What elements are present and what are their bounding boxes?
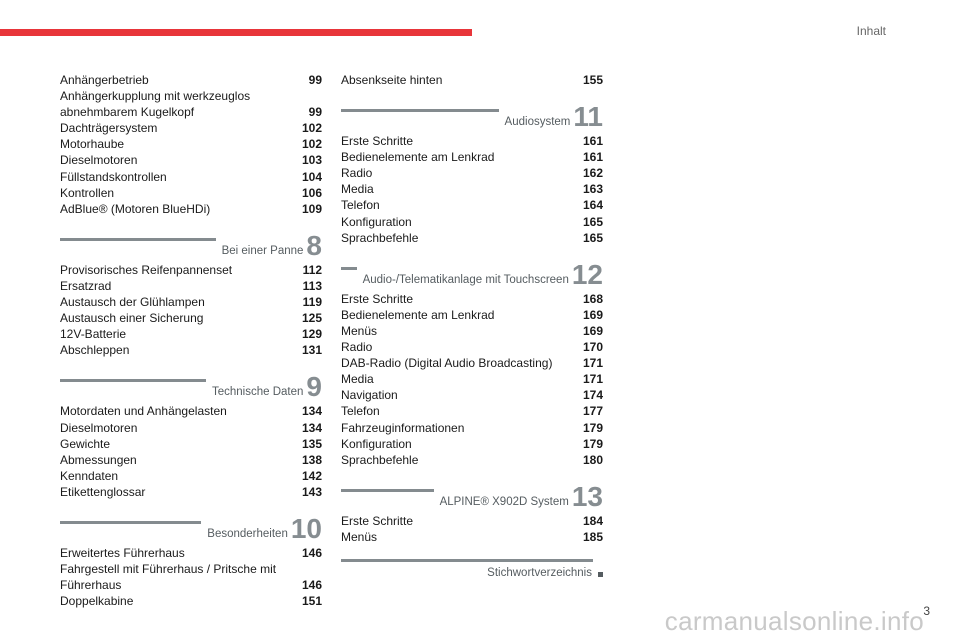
toc-entry[interactable]: Dieselmotoren 134: [60, 420, 322, 435]
section-number: 13: [571, 480, 603, 512]
section-header-10[interactable]: [60, 512, 322, 544]
toc-entry[interactable]: Motorhaube 102: [60, 137, 322, 152]
section-entries-8: [60, 262, 322, 359]
section-header-13[interactable]: [341, 480, 603, 512]
section-title: ALPINE® X902D System: [439, 495, 569, 508]
toc-entry[interactable]: Bedienelemente am Lenkrad 161: [341, 150, 603, 165]
accent-bar: [0, 29, 472, 36]
section-rule: [60, 379, 206, 382]
toc-entry[interactable]: Kenndaten 142: [60, 468, 322, 483]
toc-entry[interactable]: Abmessungen 138: [60, 452, 322, 467]
toc-right-column: [341, 72, 603, 579]
section-entries-11: [341, 133, 603, 246]
toc-entry[interactable]: Navigation 174: [341, 388, 603, 403]
section-rule: [341, 559, 593, 562]
toc-entry[interactable]: Menüs 169: [341, 323, 603, 338]
toc-entry[interactable]: Radio 170: [341, 340, 603, 355]
toc-entry[interactable]: Abschleppen 131: [60, 343, 322, 358]
index-header[interactable]: [341, 559, 603, 579]
section-number: 10: [290, 512, 322, 544]
section-entries-12: [341, 291, 603, 468]
section-title: Audio-/Telematikanlage mit Touchscreen: [362, 273, 569, 286]
toc-entry[interactable]: Austausch einer Sicherung 125: [60, 311, 322, 326]
toc-entry[interactable]: Erste Schritte 184: [341, 513, 603, 528]
toc-entry[interactable]: Doppelkabine 151: [60, 594, 322, 609]
section-entries-10: [60, 545, 322, 609]
toc-entry[interactable]: Konfiguration 179: [341, 436, 603, 451]
toc-entry[interactable]: 12V-Batterie 129: [60, 327, 322, 342]
toc-entry[interactable]: Bedienelemente am Lenkrad 169: [341, 307, 603, 322]
toc-entry[interactable]: DAB-Radio (Digital Audio Broadcasting) 171: [341, 356, 603, 371]
section-rule: [341, 489, 434, 492]
toc-entry[interactable]: Telefon 177: [341, 404, 603, 419]
end-square-icon: [598, 572, 603, 577]
toc-entry[interactable]: Fahrgestell mit Führerhaus / Pritsche mit Führerhaus 146: [60, 562, 322, 593]
section-number: 9: [306, 371, 322, 403]
section-title: Technische Daten: [212, 386, 304, 399]
toc-entry[interactable]: Erste Schritte 161: [341, 134, 603, 149]
section-header-8[interactable]: [60, 229, 322, 261]
toc-entry[interactable]: Erste Schritte 168: [341, 291, 603, 306]
toc-entry[interactable]: Füllstandskontrollen 104: [60, 169, 322, 184]
toc-entry[interactable]: Provisorisches Reifenpannenset 112: [60, 262, 322, 277]
toc-entry[interactable]: AdBlue® (Motoren BlueHDi) 109: [60, 201, 322, 216]
toc-entry[interactable]: Sprachbefehle 180: [341, 452, 603, 467]
section-number: 12: [571, 258, 603, 290]
toc-entry[interactable]: Dachträgersystem 102: [60, 121, 322, 136]
toc-entry[interactable]: Media 163: [341, 182, 603, 197]
section-entries-9: [60, 403, 322, 500]
watermark: carmanualsonline.info: [664, 606, 924, 636]
toc-entry[interactable]: Konfiguration 165: [341, 214, 603, 229]
toc-entry[interactable]: Media 171: [341, 372, 603, 387]
toc-entry[interactable]: Gewichte 135: [60, 436, 322, 451]
section-rule: [60, 238, 216, 241]
toc-entry[interactable]: Ersatzrad 113: [60, 278, 322, 293]
toc-entry[interactable]: Telefon 164: [341, 198, 603, 213]
toc-entry[interactable]: Fahrzeuginformationen 179: [341, 420, 603, 435]
toc-intro-list: [60, 72, 322, 217]
section-rule: [341, 109, 499, 112]
toc-entry[interactable]: Menüs 185: [341, 529, 603, 544]
section-rule: [60, 521, 201, 524]
section-title: Audiosystem: [504, 116, 571, 129]
section-header-12[interactable]: [341, 258, 603, 290]
section-title: Bei einer Panne: [221, 244, 304, 257]
toc-entry[interactable]: Anhängerbetrieb 99: [60, 73, 322, 87]
toc-entry[interactable]: Motordaten und Anhängelasten 134: [60, 404, 322, 419]
section-header-11[interactable]: [341, 101, 603, 133]
section-rule: [341, 267, 357, 270]
section-number: 11: [573, 101, 603, 133]
toc-entry[interactable]: Erweitertes Führerhaus 146: [60, 545, 322, 560]
header-title: Inhalt: [856, 24, 886, 38]
toc-entry[interactable]: Anhängerkupplung mit werkzeuglos abnehmbarem Kugelkopf 99: [60, 89, 322, 120]
index-title: Stichwortverzeichnis: [487, 566, 592, 579]
toc-entry[interactable]: Austausch der Glühlampen 119: [60, 295, 322, 310]
toc-entry[interactable]: Radio 162: [341, 166, 603, 181]
section-header-9[interactable]: [60, 371, 322, 403]
toc-entry[interactable]: Dieselmotoren 103: [60, 153, 322, 168]
page-number: 3: [923, 604, 930, 618]
toc-entry[interactable]: Absenkseite hinten 155: [341, 73, 603, 87]
toc-entry[interactable]: Sprachbefehle 165: [341, 230, 603, 245]
toc-entry[interactable]: Etikettenglossar 143: [60, 484, 322, 499]
toc-left-column: [60, 72, 322, 609]
toc-entry[interactable]: Kontrollen 106: [60, 185, 322, 200]
section-title: Besonderheiten: [207, 527, 288, 540]
section-entries-13: [341, 513, 603, 545]
section-number: 8: [306, 229, 322, 261]
